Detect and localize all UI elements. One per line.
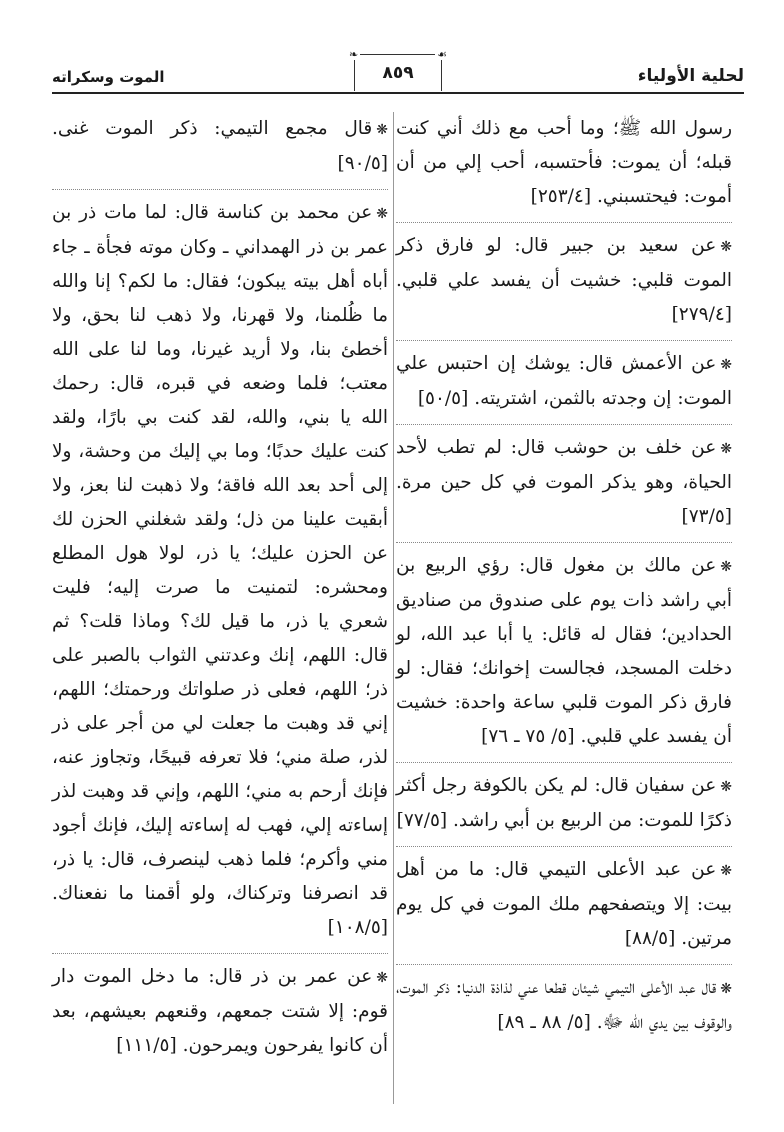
narration-text: رسول الله ﷺ؛ وما أحب مع ذلك أني كنت قبله؛ أن يموت: فأحتسبه، أحب إلي من أن أموت: فيحتسبني. [396,118,732,207]
narration-text: عن خلف بن حوشب قال: لم تطب لأحد الحياة، وهو يذكر الموت في كل حين مرة. [396,437,732,493]
entry-star-icon: ❋ [720,239,732,255]
entry-star-icon: ❋ [720,981,732,997]
source-reference: [٢٧٩/٤] [671,304,732,325]
entry-star-icon: ❋ [376,970,388,986]
source-reference: [٥/ ٧٥ ـ ٧٦] [481,726,575,747]
source-reference: [٩٠/٥] [337,153,388,174]
page-number: ٨٥٩ [382,63,414,83]
header-rule [52,92,744,94]
entry-star-icon: ❋ [720,441,732,457]
narration-entry [52,112,388,190]
ornament-left-icon: ❧ [349,48,359,61]
narration-entry [52,960,388,1071]
entry-star-icon: ❋ [720,357,732,373]
entry-star-icon: ❋ [720,863,732,879]
source-reference: [٨٨/٥] [624,928,676,949]
narration-entry [396,112,732,223]
column-divider [393,112,394,1104]
entry-star-icon: ❋ [720,559,732,575]
narration-entry [396,769,732,847]
page-header [52,48,744,98]
narration-entry [52,196,388,954]
page-number-frame [349,48,447,91]
right-column [396,112,732,1112]
narration-entry [396,229,732,341]
narration-text: عن سعيد بن جبير قال: لو فارق ذكر الموت قلبي: خشيت أن يفسد علي قلبي. [396,235,732,291]
narration-entry [396,853,732,965]
entry-star-icon: ❋ [376,122,388,138]
narration-text: عن عمر بن ذر قال: ما دخل الموت دار قوم: إلا شتت جمعهم، وقنعهم بعيشهم، بعد أن كانوا يفرحون ويمرحون. [52,966,388,1056]
narration-text: عن عبد الأعلى التيمي قال: ما من أهل بيت: إلا ويتصفحهم ملك الموت في كل يوم مرتين. [396,859,732,949]
source-reference: [٧٧/٥] [396,810,448,831]
source-reference: [٢٥٣/٤] [530,186,592,207]
entry-star-icon: ❋ [376,206,388,222]
narration-entry [396,347,732,425]
narration-entry [396,549,732,763]
entry-star-icon: ❋ [720,779,732,795]
book-title: لحلية الأولياء [637,66,744,86]
narration-entry [396,431,732,543]
ornament-right-icon: ☙ [437,48,447,61]
narration-text: قال مجمع التيمي: ذكر الموت غنى. [52,118,373,139]
source-reference: [٥/ ٨٨ ـ ٨٩] [497,1012,591,1033]
source-reference: [٧٣/٥] [681,506,732,527]
narration-entry [396,971,732,1048]
narration-text: عن الأعمش قال: يوشك إن احتبس علي الموت: إن وجدته بالثمن، اشتريته. [396,353,732,409]
chapter-title: الموت وسكراته [52,68,165,86]
narration-text: قال عبد الأعلى التيمي شيئان قطعا عني لذاذة الدنيا: ذكر الموت، والوقوف بين يدي الله ﷻ. [396,977,732,1033]
left-column [52,112,388,1112]
source-reference: [١١١/٥] [116,1035,177,1056]
source-reference: [٥٠/٥] [417,388,469,409]
narration-text: عن سفيان قال: لم يكن بالكوفة رجل أكثر ذكرًا للموت: من الربيع بن أبي راشد. [396,775,732,831]
narration-text: عن مالك بن مغول قال: رؤي الربيع بن أبي راشد ذات يوم على صندوق من صناديق الحدادين؛ فقال له قائل: يا أبا عبد الله، لو دخلت المسجد، فجالست إخوانك؛ فقال: لو فارق ذكر الموت قلبي ساعة واحدة: خشيت أن يفسد علي قلبي. [396,555,732,747]
narration-text: عن محمد بن كناسة قال: لما مات ذر بن عمر بن ذر الهمداني ـ وكان موته فجأة ـ جاء أباه أهل بيته يبكون؛ فقال: ما لكم؟ إنا والله ما ظُلمنا، ولا قهرنا، ولا ذهب لنا بحق، ولا أخطئ بنا، ولا أريد غيرنا، وما لنا على الله معتب؛ فلما وضعه في قبره، قال: رحمك الله يا بني، والله، لقد كنت بي بارًا، ولقد كنت عليك حدبًا؛ وما بي إليك من وحشة، ولا إلى أحد بعد الله فاقة؛ ولا ذهبت لنا بعز، ولا أبقيت علينا من ذل؛ ولقد شغلني الحزن لك عن الحزن عليك؛ يا ذر، لولا هول المطلع ومحشره: لتمنيت ما صرت إليه؛ فليت شعري يا ذر، ما قيل لك؟ وماذا قلت؟ ثم قال: اللهم، إنك وعدتني الثواب بالصبر على ذر؛ اللهم، فعلى ذر صلواتك ورحمتك؛ اللهم، إني قد وهبت ما جعلت لي من أجر على ذر لذر، صلة مني؛ فلا تعرفه قبيحًا، وتجاوز عنه، فإنك أرحم به مني؛ اللهم، وإني قد وهبت لذر إساءته إلي، فهب له إساءته إليك، فإنك أجود مني وأكرم؛ فلما ذهب لينصرف، قال: يا ذر، قد انصرفنا وتركناك، ولو أقمنا ما نفعناك. [52,202,388,904]
source-reference: [١٠٨/٥] [327,917,388,938]
